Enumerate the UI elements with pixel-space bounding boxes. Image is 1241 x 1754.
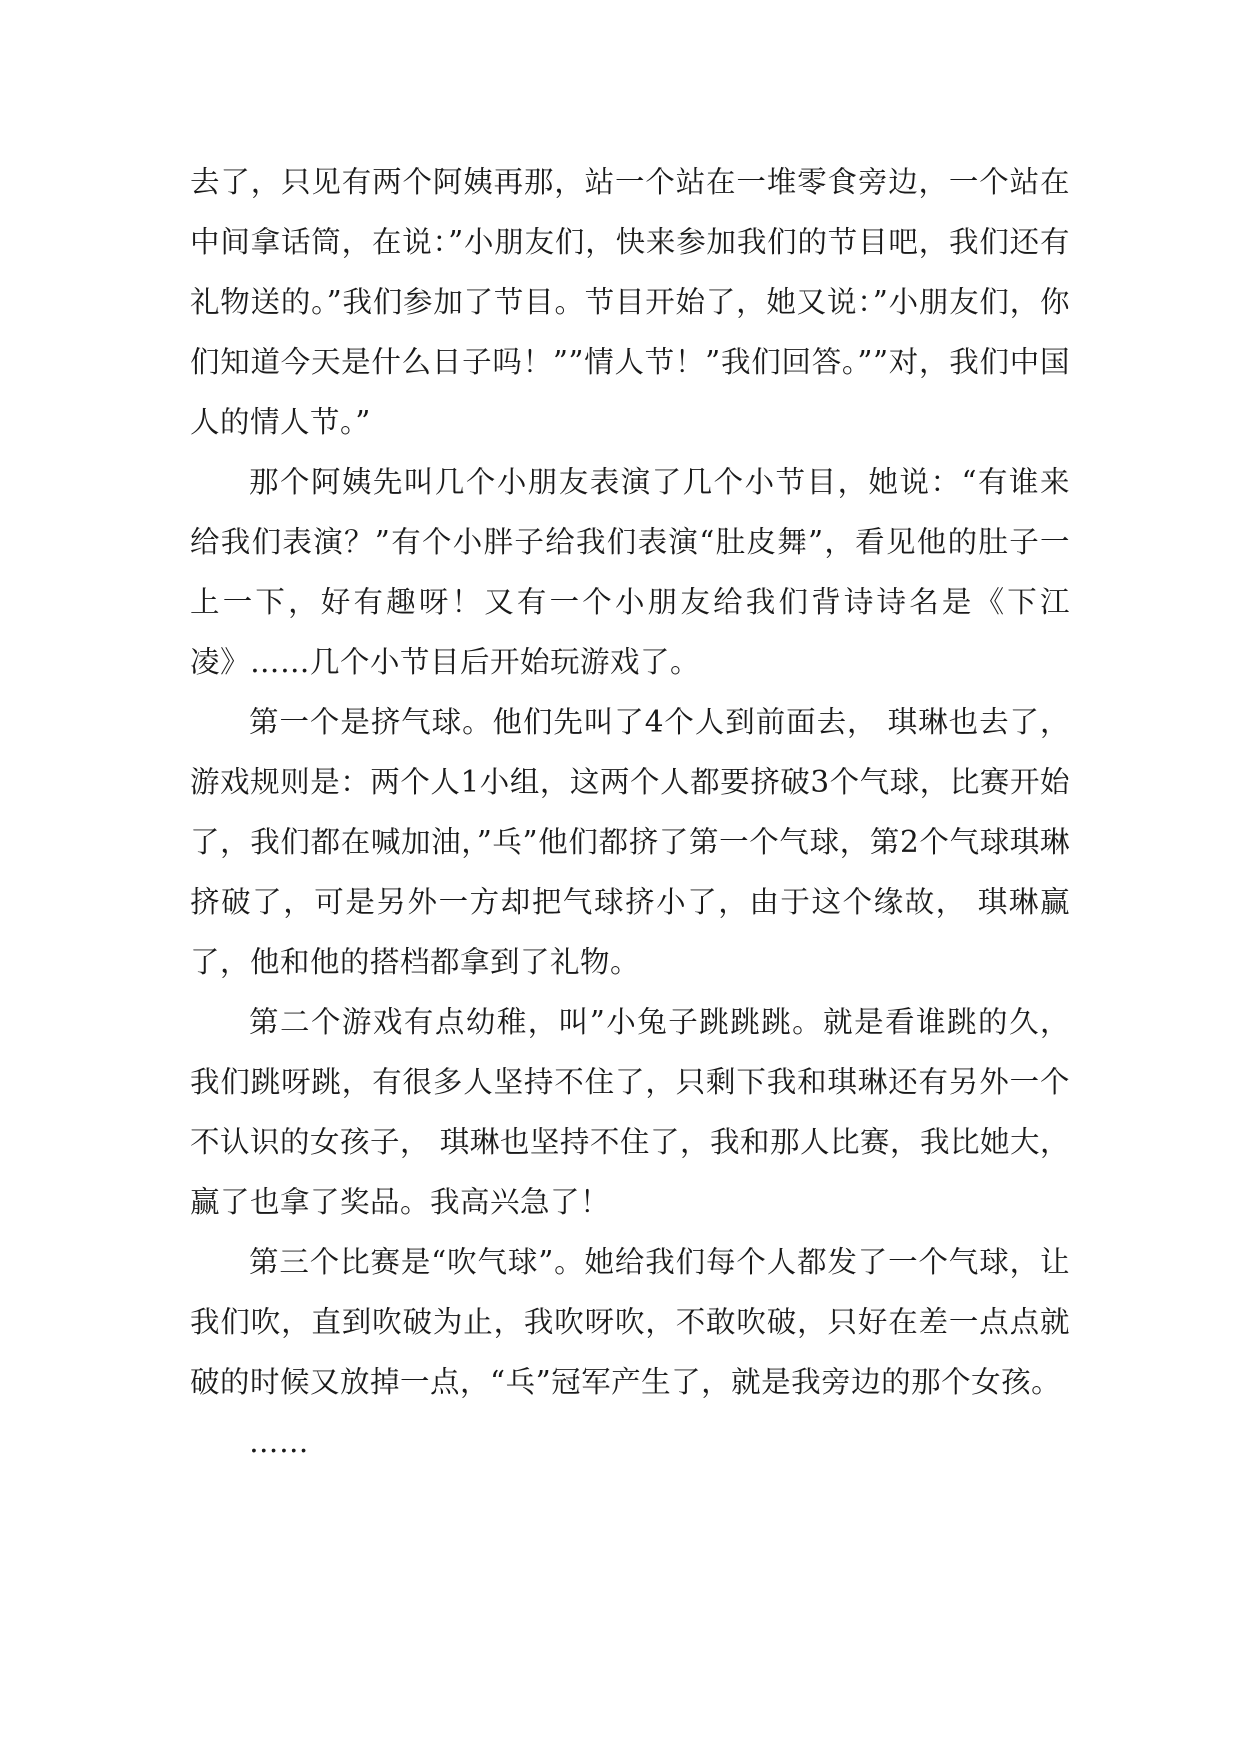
document-body (190, 152, 1070, 1472)
paragraph-3: 第一个是挤气球。他们先叫了4个人到前面去， 琪琳也去了，游戏规则是：两个人1小组，这两个人都要挤破3个气球，比赛开始了，我们都在喊加油，”乓”他们都挤了第一个气球，第2个气球琪琳挤破了，可是另外一方却把气球挤小了，由于这个缘故， 琪琳赢了，他和他的搭档都拿到了礼物。 (190, 705, 1070, 979)
paragraph-1: 去了，只见有两个阿姨再那，站一个站在一堆零食旁边，一个站在中间拿话筒，在说：”小朋友们，快来参加我们的节目吧，我们还有礼物送的。”我们参加了节目。节目开始了，她又说：”小朋友们，你们知道今天是什么日子吗！””情人节！”我们回答。””对，我们中国人的情人节。” (190, 165, 1070, 439)
paragraph-2: 那个阿姨先叫几个小朋友表演了几个小节目，她说：“有谁来给我们表演？”有个小胖子给我们表演“肚皮舞”，看见他的肚子一上一下，好有趣呀！又有一个小朋友给我们背诗诗名是《下江凌》……几个小节目后开始玩游戏了。 (190, 465, 1070, 679)
ending-ellipsis: …… (249, 1425, 309, 1459)
paragraph-5: 第三个比赛是“吹气球”。她给我们每个人都发了一个气球，让我们吹，直到吹破为止，我吹呀吹，不敢吹破，只好在差一点点就破的时候又放掉一点，“乓”冠军产生了，就是我旁边的那个女孩。 (190, 1245, 1070, 1399)
paragraph-4: 第二个游戏有点幼稚，叫”小兔子跳跳跳。就是看谁跳的久，我们跳呀跳，有很多人坚持不住了，只剩下我和琪琳还有另外一个不认识的女孩子， 琪琳也坚持不住了，我和那人比赛，我比她大，赢了也拿了奖品。我高兴急了！ (190, 1005, 1070, 1219)
